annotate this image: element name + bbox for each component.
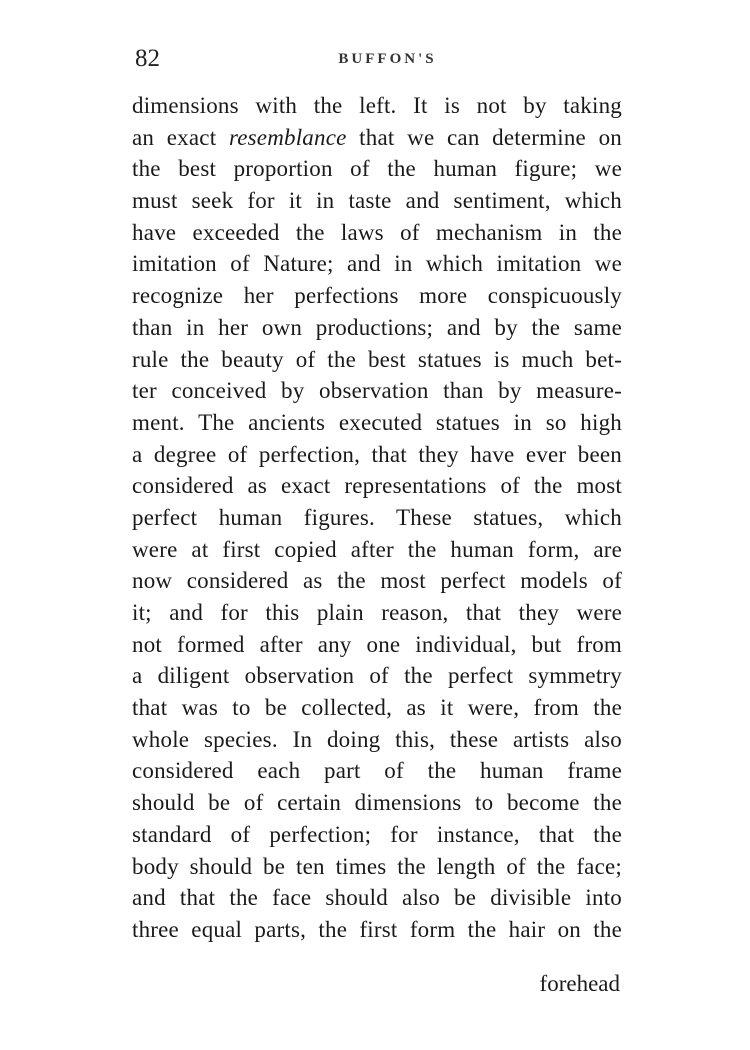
body-text (132, 90, 622, 946)
text-line: ment. The ancients executed statues in so high (132, 409, 622, 435)
text-line: perfect human figures. These statues, which (132, 504, 622, 530)
text-line: body should be ten times the length of the face; (132, 853, 622, 879)
text-line: the best proportion of the human figure; we (132, 156, 622, 182)
text-line: that was to be collected, as it were, from the (132, 695, 622, 721)
text-line: considered as exact representations of the most (132, 473, 622, 499)
page-header (135, 44, 625, 74)
text-line: whole species. In doing this, these artists also (132, 726, 622, 752)
text-line: and that the face should also be divisible into (132, 885, 622, 911)
text-line: ter conceived by observation than by measure- (132, 378, 622, 404)
italic-word: resemblance (228, 124, 347, 150)
text-line: a degree of perfection, that they have ever been (132, 441, 622, 467)
text-line: have exceeded the laws of mechanism in the (132, 219, 622, 245)
text-line: must seek for it in taste and sentiment, which (132, 188, 622, 214)
running-head: BUFFON'S (338, 51, 437, 67)
catchword: forehead (539, 971, 620, 996)
text-line (132, 122, 622, 154)
text-line: it; and for this plain reason, that they were (132, 600, 622, 625)
text-line: than in her own productions; and by the same (132, 314, 622, 340)
text-line: now considered as the most perfect models of (132, 568, 622, 594)
text-line: not formed after any one individual, but from (132, 631, 622, 657)
text-line: imitation of Nature; and in which imitation we (132, 251, 622, 277)
text-line: were at first copied after the human form, are (132, 536, 622, 562)
text-line: standard of perfection; for instance, that the (132, 821, 622, 847)
text-line: a diligent observation of the perfect symmetry (132, 663, 622, 689)
text-line: three equal parts, the first form the hair on the (132, 916, 622, 942)
text-fragment: that we can determine on (346, 124, 622, 150)
page-number: 82 (135, 45, 160, 72)
text-line: dimensions with the left. It is not by taking (132, 93, 622, 118)
text-line: rule the beauty of the best statues is much bet- (132, 346, 622, 372)
text-line: considered each part of the human frame (132, 758, 622, 784)
text-line: should be of certain dimensions to become the (132, 790, 622, 816)
text-line: recognize her perfections more conspicuously (132, 283, 622, 309)
text-fragment: an exact (132, 124, 229, 150)
